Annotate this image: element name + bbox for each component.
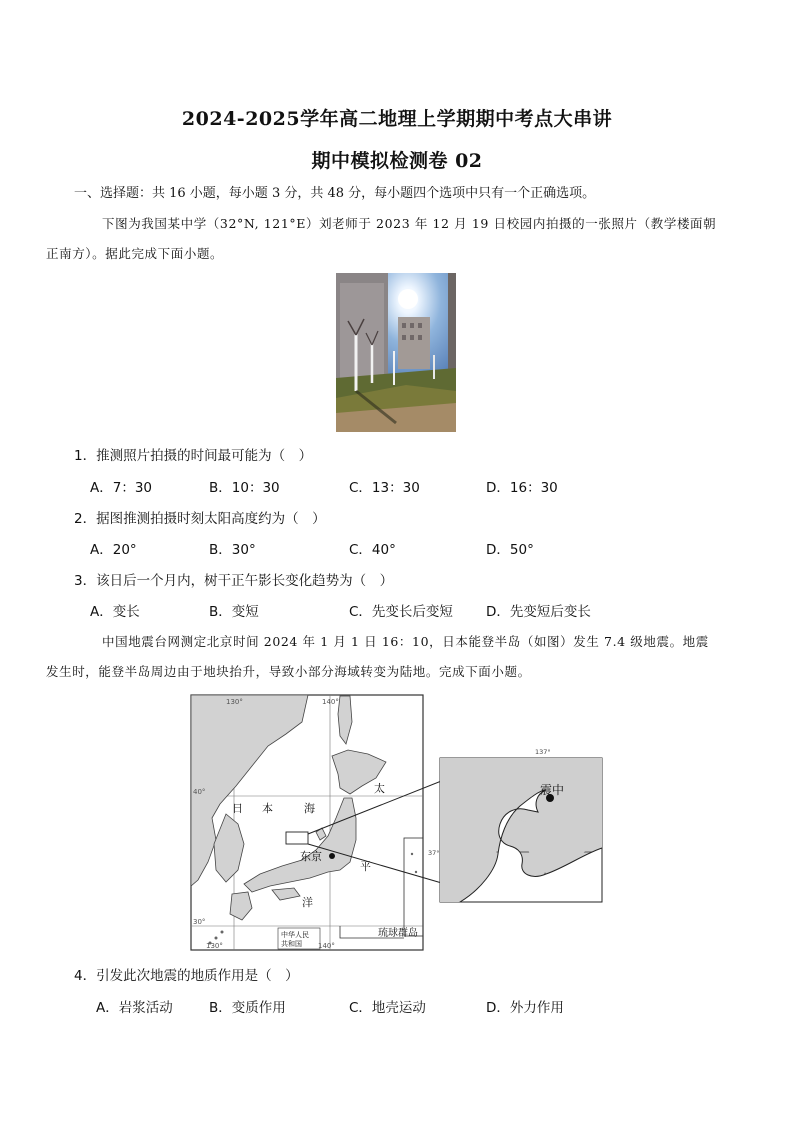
- label-sea-japan-1: 日: [232, 802, 243, 815]
- q1-option-b[interactable]: B．10：30: [209, 480, 280, 496]
- q2-option-c[interactable]: C．40°: [349, 542, 396, 558]
- question-2: 2．据图推测拍摄时刻太阳高度约为（ ）: [74, 511, 326, 527]
- stem-1-line-1: 下图为我国某中学（32°N, 121°E）刘老师于 2023 年 12 月 19 日校园内拍摄的一张照片（教学楼面朝: [102, 216, 717, 231]
- label-pacific-3: 洋: [302, 896, 313, 909]
- q2-option-b[interactable]: B．30°: [209, 542, 256, 558]
- page-title: 2024-2025学年高二地理上学期期中考点大串讲: [181, 108, 613, 130]
- stem-2-line-1: 中国地震台网测定北京时间 2024 年 1 月 1 日 16：10，日本能登半岛（如图）发生 7.4 级地震。地震: [102, 634, 709, 649]
- label-pacific-2: 平: [360, 860, 371, 873]
- q2-option-d[interactable]: D．50°: [486, 542, 534, 558]
- q4-option-a[interactable]: A．岩浆活动: [96, 1000, 173, 1016]
- q4-option-b[interactable]: B．变质作用: [209, 1000, 286, 1016]
- q4-option-d[interactable]: D．外力作用: [486, 1000, 564, 1016]
- q3-option-c[interactable]: C．先变长后变短: [349, 604, 453, 620]
- label-lon130: 130°: [226, 698, 243, 706]
- label-sea-japan-3: 海: [304, 802, 315, 815]
- label-prc-2: 共和国: [281, 940, 302, 948]
- stem-2-line-2: 发生时，能登半岛周边由于地块抬升，导致小部分海域转变为陆地。完成下面小题。: [46, 664, 531, 679]
- label-lon140-bottom: 140°: [318, 942, 335, 950]
- q1-option-c[interactable]: C．13：30: [349, 480, 420, 496]
- question-3: 3．该日后一个月内，树干正午影长变化趋势为（ ）: [74, 573, 394, 589]
- q3-option-b[interactable]: B．变短: [209, 604, 259, 620]
- stem-2: [46, 630, 724, 684]
- label-prc-1: 中华人民: [281, 931, 309, 939]
- q3-option-a[interactable]: A．变长: [90, 604, 140, 620]
- label-lon137: 137°: [535, 748, 551, 756]
- stem-1: [46, 212, 724, 266]
- page-subtitle: 期中模拟检测卷 02: [311, 150, 483, 172]
- q2-option-a[interactable]: A．20°: [90, 542, 137, 558]
- label-tokyo: 东京: [300, 850, 322, 863]
- stem-1-line-2: 正南方）。据此完成下面小题。: [46, 246, 224, 261]
- label-lat30: 30°: [193, 918, 206, 926]
- japan-map-figure: [190, 694, 604, 952]
- label-sea-japan-2: 本: [262, 802, 273, 815]
- label-epicenter: 震中: [540, 783, 565, 797]
- campus-photo: [336, 273, 456, 432]
- label-pacific-1: 太: [374, 782, 385, 795]
- label-ryukyu: 琉球群岛: [378, 928, 418, 939]
- label-lat40: 40°: [193, 788, 206, 796]
- question-4: 4．引发此次地震的地质作用是（ ）: [74, 968, 299, 984]
- q4-option-c[interactable]: C．地壳运动: [349, 1000, 426, 1016]
- label-lon130-bottom: 130°: [206, 942, 223, 950]
- q1-option-a[interactable]: A．7：30: [90, 480, 153, 496]
- q3-option-d[interactable]: D．先变短后变长: [486, 604, 591, 620]
- section-heading: 一、选择题：共 16 小题，每小题 3 分，共 48 分，每小题四个选项中只有一个正确选项。: [74, 186, 596, 201]
- question-1: 1．推测照片拍摄的时间最可能为（ ）: [74, 448, 313, 464]
- label-lat37: 37°: [428, 849, 440, 857]
- q1-option-d[interactable]: D．16：30: [486, 480, 558, 496]
- label-lon140: 140°: [322, 698, 339, 706]
